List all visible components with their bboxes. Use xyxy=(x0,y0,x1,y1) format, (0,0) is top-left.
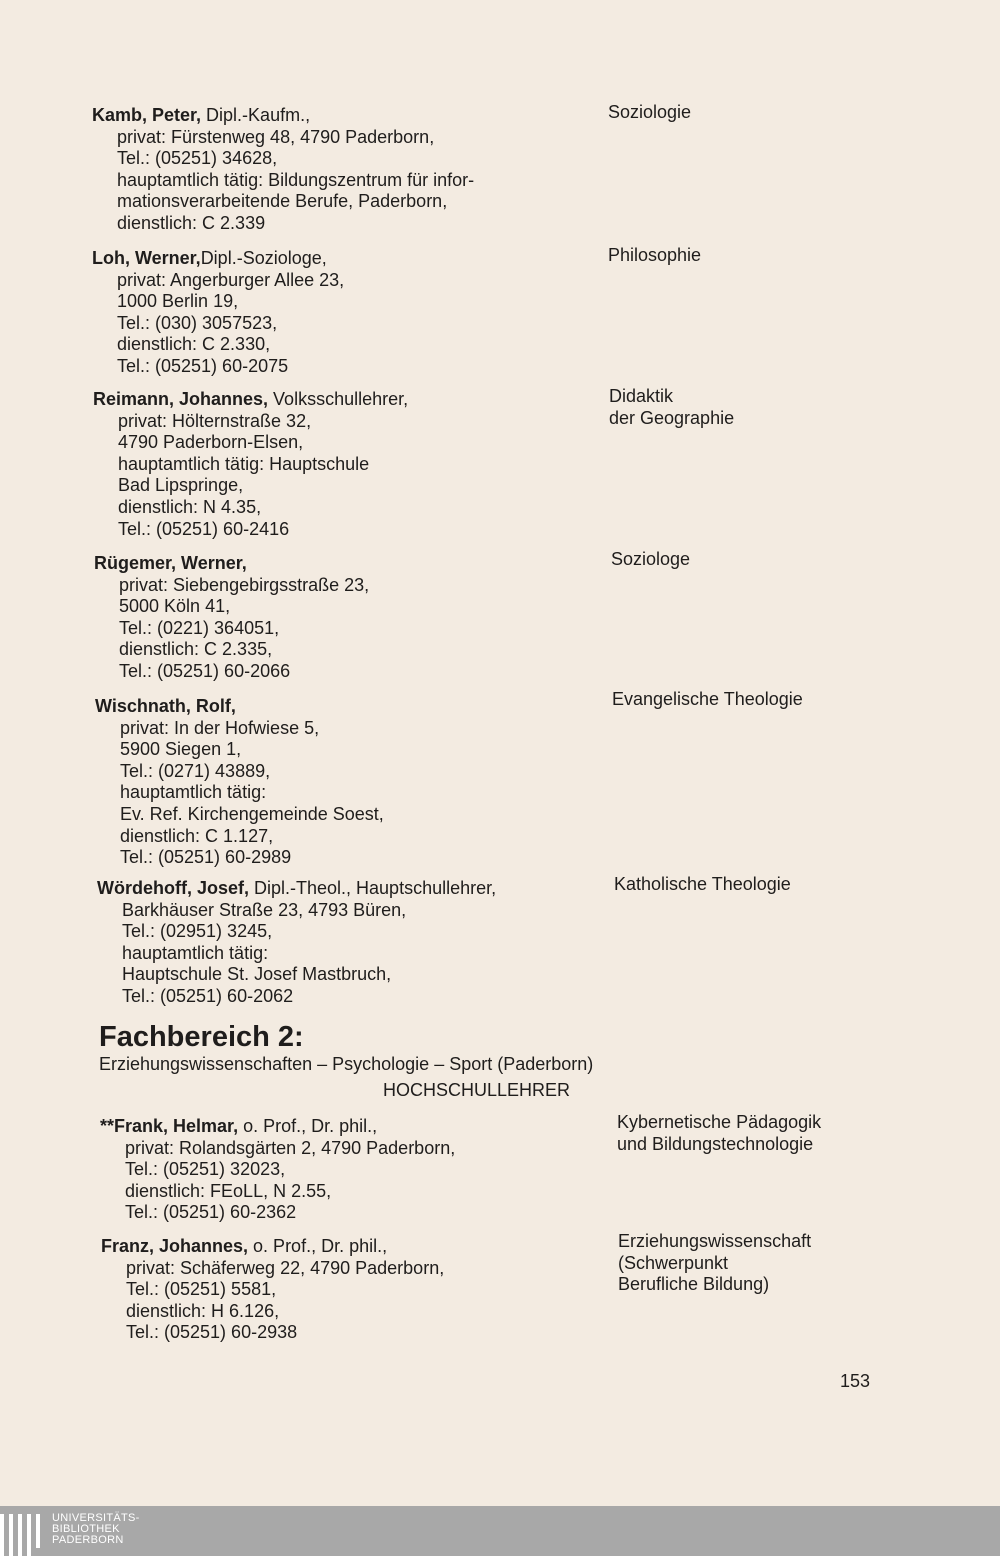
subject-line: Didaktik xyxy=(609,386,674,406)
entry-subject xyxy=(618,1231,811,1296)
entry-line: Tel.: (05251) 60-2062 xyxy=(122,985,294,1006)
entry-line: Tel.: (05251) 60-2416 xyxy=(118,518,290,539)
library-name-line: BIBLIOTHEK xyxy=(52,1523,120,1535)
library-name xyxy=(52,1513,140,1546)
entry-heading xyxy=(92,248,592,270)
entry-line: privat: In der Hofwiese 5, xyxy=(120,717,320,738)
entry-line: Tel.: (05251) 60-2066 xyxy=(119,660,291,681)
entry-line: Hauptschule St. Josef Mastbruch, xyxy=(122,964,392,985)
entry-line: privat: Angerburger Allee 23, xyxy=(117,269,345,290)
entry-line: Tel.: (0221) 364051, xyxy=(119,617,280,638)
entry-line: privat: Hölternstraße 32, xyxy=(118,410,312,431)
entry-line: privat: Schäferweg 22, 4790 Paderborn, xyxy=(126,1257,445,1278)
subject-line: Philosophie xyxy=(608,245,702,265)
entry-line: dienstlich: FEoLL, N 2.55, xyxy=(125,1180,332,1201)
subject-line: Soziologie xyxy=(608,102,692,122)
directory-entry xyxy=(92,105,592,235)
entry-line: Tel.: (02951) 3245, xyxy=(122,921,273,942)
entry-name: Wördehoff, Josef, xyxy=(97,878,249,898)
library-footer xyxy=(0,1506,1000,1556)
entry-line: Tel.: (0271) 43889, xyxy=(120,760,271,781)
section-title: Fachbereich 2: xyxy=(99,1021,304,1053)
subject-line: und Bildungstechnologie xyxy=(617,1133,814,1154)
entry-heading xyxy=(101,1236,601,1258)
entry-name: **Frank, Helmar, xyxy=(100,1116,239,1136)
directory-entry xyxy=(100,1116,600,1224)
entry-heading xyxy=(100,1116,600,1138)
section-category: HOCHSCHULLEHRER xyxy=(383,1080,571,1100)
directory-entry xyxy=(94,553,594,683)
entry-subject xyxy=(614,874,791,896)
entry-line: 5900 Siegen 1, xyxy=(120,739,242,760)
entry-line: 4790 Paderborn-Elsen, xyxy=(118,432,304,453)
entry-line: Tel.: (05251) 60-2362 xyxy=(125,1202,297,1223)
entry-line: dienstlich: N 4.35, xyxy=(118,496,262,517)
subject-line: Berufliche Bildung) xyxy=(618,1274,770,1295)
entry-heading xyxy=(92,105,592,127)
entry-line: 5000 Köln 41, xyxy=(119,596,231,617)
directory-entry xyxy=(95,696,595,869)
entry-line: Barkhäuser Straße 23, 4793 Büren, xyxy=(122,899,407,920)
entry-title: o. Prof., Dr. phil., xyxy=(238,1116,378,1136)
entry-line: dienstlich: C 2.330, xyxy=(117,334,271,355)
entry-subject xyxy=(617,1112,821,1155)
entry-line: hauptamtlich tätig: xyxy=(120,782,267,803)
entry-line: Tel.: (05251) 60-2938 xyxy=(126,1322,298,1343)
directory-entry xyxy=(92,248,592,378)
subject-line: Evangelische Theologie xyxy=(612,689,803,709)
subject-line: Soziologe xyxy=(611,549,691,569)
directory-entry xyxy=(101,1236,601,1344)
entry-line: Tel.: (030) 3057523, xyxy=(117,312,278,333)
entry-line: dienstlich: C 2.335, xyxy=(119,639,273,660)
entry-name: Reimann, Johannes, xyxy=(93,389,269,409)
directory-entry xyxy=(93,389,593,540)
entry-name: Wischnath, Rolf, xyxy=(95,696,236,716)
entry-heading xyxy=(93,389,593,411)
library-name-line: PADERBORN xyxy=(52,1534,124,1546)
entry-heading xyxy=(94,553,594,575)
entry-line: privat: Siebengebirgsstraße 23, xyxy=(119,574,370,595)
entry-line: hauptamtlich tätig: Bildungszentrum für infor- xyxy=(117,169,475,190)
entry-line: mationsverarbeitende Berufe, Paderborn, xyxy=(117,191,448,212)
entry-subject xyxy=(608,245,701,267)
entry-line: privat: Rolandsgärten 2, 4790 Paderborn, xyxy=(125,1137,456,1158)
page-number: 153 xyxy=(840,1371,871,1391)
entry-name: Franz, Johannes, xyxy=(101,1236,249,1256)
entry-name: Loh, Werner, xyxy=(92,248,201,268)
entry-title: Volksschullehrer, xyxy=(268,389,409,409)
entry-line: Tel.: (05251) 60-2075 xyxy=(117,355,289,376)
entry-line: Tel.: (05251) 32023, xyxy=(125,1159,286,1180)
entry-line: privat: Fürstenweg 48, 4790 Paderborn, xyxy=(117,126,435,147)
library-logo-bars xyxy=(0,1514,40,1556)
entry-line: Bad Lipspringe, xyxy=(118,475,244,496)
library-name-line: UNIVERSITÄTS- xyxy=(52,1512,140,1524)
entry-line: Tel.: (05251) 60-2989 xyxy=(120,847,292,868)
entry-line: Tel.: (05251) 34628, xyxy=(117,148,278,169)
entry-line: dienstlich: C 1.127, xyxy=(120,825,274,846)
entry-name: Kamb, Peter, xyxy=(92,105,202,125)
entry-line: 1000 Berlin 19, xyxy=(117,291,239,312)
subject-line: Kybernetische Pädagogik xyxy=(617,1112,822,1132)
entry-line: dienstlich: H 6.126, xyxy=(126,1300,280,1321)
section-subtitle: Erziehungswissenschaften – Psychologie – Sport (Paderborn) xyxy=(99,1054,594,1074)
entry-heading xyxy=(97,878,597,900)
subject-line: der Geographie xyxy=(609,407,735,428)
entry-line: hauptamtlich tätig: Hauptschule xyxy=(118,453,370,474)
entry-line: dienstlich: C 2.339 xyxy=(117,212,266,233)
entry-subject xyxy=(609,386,734,429)
entry-heading xyxy=(95,696,595,718)
entry-title: Dipl.-Soziologe, xyxy=(200,248,327,268)
subject-line: (Schwerpunkt xyxy=(618,1252,729,1273)
entry-line: Ev. Ref. Kirchengemeinde Soest, xyxy=(120,803,384,824)
entry-subject xyxy=(612,689,803,711)
entry-subject xyxy=(611,549,690,571)
entry-title: Dipl.-Theol., Hauptschullehrer, xyxy=(249,878,497,898)
entry-title: Dipl.-Kaufm., xyxy=(201,105,311,125)
entry-subject xyxy=(608,102,691,124)
subject-line: Katholische Theologie xyxy=(614,874,791,894)
entry-name: Rügemer, Werner, xyxy=(94,553,247,573)
directory-entry xyxy=(97,878,597,1008)
entry-line: hauptamtlich tätig: xyxy=(122,942,269,963)
subject-line: Erziehungswissenschaft xyxy=(618,1231,812,1251)
entry-title: o. Prof., Dr. phil., xyxy=(248,1236,388,1256)
entry-line: Tel.: (05251) 5581, xyxy=(126,1279,277,1300)
